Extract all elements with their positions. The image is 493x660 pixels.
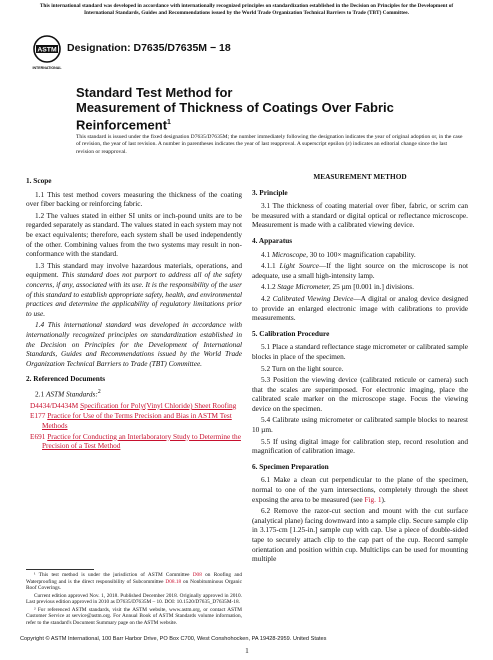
footnote-divider (26, 569, 94, 570)
title-line-1: Standard Test Method for (76, 85, 233, 100)
figure-1-link[interactable]: Fig. 1 (364, 494, 382, 504)
document-title (76, 85, 436, 132)
para-5-4: 5.4 Calibrate using micrometer or calibrated sample blocks to nearest 10 µm. (252, 415, 468, 435)
committee-link[interactable]: D08 (192, 572, 202, 578)
subcommittee-link[interactable]: D08.18 (165, 578, 182, 585)
para-5-1: 5.1 Place a standard reflectance stage micrometer or calibrated sample blocks in place of the specimen. (252, 342, 468, 361)
para-3-1: 3.1 The thickness of coating material over fiber, fabric, or scrim can be measured with a standard or digital optical or reflectance microscope. Measurement is made with a calibrated viewing device. (252, 201, 468, 230)
page-number: 1 (245, 646, 249, 655)
para-4-1-1: 4.1.1 Light Source—If the light source on the microscope is not adequate, use a small high-intensity lamp. (252, 261, 469, 280)
para-5-3: 5.3 Position the viewing device (calibrated reticule or camera) such that the scales are superimposed. For electronic imaging, place the calibrated scale marker on the microscope stage. Focus the viewing device on the specimen. (252, 375, 468, 413)
para-2-1: 2.1 ASTM Standards:$^2$ (35, 388, 101, 399)
principle-heading: 3. Principle (252, 187, 288, 197)
referenced-documents-heading: 2. Referenced Documents (26, 374, 106, 384)
title-line-3: Reinforcement$^1$ (76, 117, 171, 133)
ref-code[interactable]: D4434/D4434M (30, 400, 79, 410)
measurement-method-heading: MEASUREMENT METHOD (313, 172, 407, 181)
issued-note: This standard is issued under the fixed designation D7635/D7635M; the number immediately following the designation indicates the year of original adoption or, in the case of revision, the year of last revision. A number in parentheses indicates the year of last reapproval. A superscript epsilon (ε) indicates an editorial change since the last revision or reapproval. (76, 134, 463, 155)
ref-title[interactable]: Specification for Poly(Vinyl Chloride) Sheet Roofing (80, 400, 237, 410)
apparatus-heading: 4. Apparatus (252, 235, 293, 245)
ref-title[interactable]: Practice for Use of the Terms Precision and Bias in ASTM Test Methods (42, 411, 232, 431)
ref-item[interactable] (26, 401, 242, 411)
para-1-1: 1.1 This test method covers measuring the thickness of the coating over fiber backing or reinforcing fabric. (26, 189, 242, 209)
specimen-preparation-heading: 6. Specimen Preparation (252, 461, 329, 471)
ref-code[interactable]: E177 (30, 411, 46, 421)
footnote-2: ² For referenced ASTM standards, visit the ASTM website, www.astm.org, or contact ASTM Customer Service at service@astm.org. For Annual Book of ASTM Standards volume information, refer to the standard's Document Summary page on the ASTM website. (26, 606, 242, 626)
para-6-2: 6.2 Remove the razor-cut section and mount with the cut surface (analytical plane) facing downward into a sample clip. Secure sample clip in 3.175-cm [1.25-in.] sample cup with cap. Use a piece of double-sided tape to securely attach clip to the cap part of the cup. Record sample orientation and position within cup. Multiclips can be used for mounting multiple (252, 506, 468, 564)
ref-item[interactable] (26, 411, 242, 430)
para-1-4: 1.4 This international standard was developed in accordance with internationally recognized principles on standardization established in the Decision on Principles for the Development of International Standards, Guides and Recommendations issued by the World Trade Organization Technical Barriers to Trade (TBT) Committee. (26, 320, 242, 368)
astm-logo (32, 33, 62, 73)
ref-title[interactable]: Practice for Conducting an Interlaboratory Study to Determine the Precision of a Test Method (42, 431, 241, 451)
para-5-5: 5.5 If using digital image for calibration step, record resolution and magnification of calibration image. (252, 436, 468, 456)
ref-code[interactable]: E691 (30, 431, 46, 441)
para-4-2: 4.2 Calibrated Viewing Device—A digital or analog device designed to provide an enlarged electronic image with calibrations to provide measurements. (252, 293, 469, 323)
title-footnote-mark: 1 (167, 119, 171, 126)
astm-logo-icon (32, 33, 62, 73)
designation: Designation: D7635/D7635M − 18 (67, 42, 231, 54)
right-column (252, 172, 468, 566)
standards-notice: This international standard was developed in accordance with internationally recognized principles on standardization established in the Decision on Principles for the Development of International Standards, Guides and Recommendations issued by the World Trade Organization Technical Barriers to Trade (TBT) Committee. (39, 3, 454, 16)
para-1-2: 1.2 The values stated in either SI units or inch-pound units are to be regarded separately as standard. The values stated in each system may not be exact equivalents; therefore, each system shall be used independently of the other. Combining values from the two systems may result in non-conformance with the standard. (26, 210, 242, 259)
calibration-heading: 5. Calibration Procedure (252, 328, 330, 338)
left-column (26, 172, 242, 452)
scope-heading: 1. Scope (26, 176, 52, 185)
footnote-1: ¹ This test method is under the jurisdiction of ASTM Committee D08 on Roofing and Waterproofing and is the direct responsibility of Subcommittee D08.18 on Nonbituminous Organic Roof Coverings. (26, 572, 242, 591)
copyright-footer: Copyright © ASTM International, 100 Barr Harbor Drive, PO Box C700, West Conshohocken, PA 19428-2959. United States (20, 636, 327, 642)
logo-wordmark: ASTM (37, 46, 57, 54)
ref-item[interactable] (26, 432, 242, 451)
para-6-1: 6.1 Make a clean cut perpendicular to the plane of the specimen, normal to one of the yarn intersections, completely through the sheet exposing the area to be measured (see Fig. 1). (252, 475, 468, 504)
footnote-1-edition: Current edition approved Nov. 1, 2018. Published December 2018. Originally approved in 2010. Last previous edition approved in 2010 as D7635/D7635M – 10. DOI: 10.1520/D7635_D7635M-18. (26, 592, 242, 605)
title-line-2: Measurement of Thickness of Coatings Over Fabric (76, 100, 394, 115)
para-4-1: 4.1 Microscope, 30 to 100× magnification capability. (261, 249, 416, 259)
para-5-2: 5.2 Turn on the light source. (261, 363, 344, 373)
logo-subtext: INTERNATIONAL (32, 66, 62, 70)
para-4-1-2: 4.1.2 Stage Micrometer, 25 µm [0.001 in.] divisions. (261, 282, 414, 292)
para-1-3: 1.3 This standard may involve hazardous materials, operations, and equipment. This standard does not purport to address all of the safety concerns, if any, associated with its use. It is the responsibility of the user of this standard to establish appropriate safety, health, and environmental practices and determine the applicability of regulatory limitations prior to use. (26, 260, 243, 318)
footnotes (26, 572, 242, 627)
